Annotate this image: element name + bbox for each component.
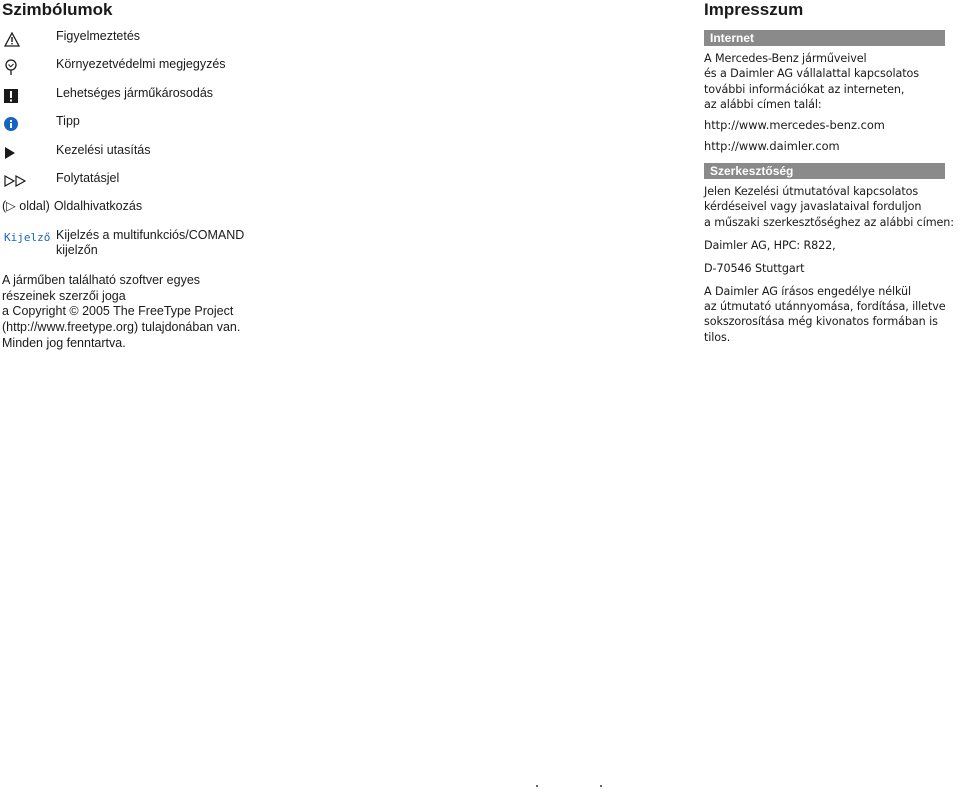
imprint-title: Impresszum: [704, 0, 804, 19]
address-line-1: Daimler AG, HPC: R822,: [704, 239, 836, 253]
display-text-icon: [2, 228, 56, 248]
mercedes-url: http://www.mercedes-benz.com: [704, 118, 885, 133]
symbol-row-environment: [2, 57, 342, 85]
symbol-list: [2, 29, 342, 271]
symbol-label: Kijelzés a multifunkciós/COMAND kijelzőn: [56, 227, 245, 258]
symbol-row-display: [2, 228, 342, 271]
imprint-column: [704, 0, 960, 345]
paragraph-line: kérdéseivel vagy javaslataival forduljon: [704, 200, 922, 214]
notice-paragraph: [704, 284, 960, 345]
info-icon: [2, 114, 56, 134]
paragraph-line: sokszorosítása még kivonatos formában is: [704, 315, 938, 329]
paragraph-line: a műszaki szerkesztőséghez az alábbi címen:: [704, 215, 954, 229]
symbol-label: Környezetvédelmi megjegyzés: [56, 57, 226, 72]
symbol-label: Kezelési utasítás: [56, 142, 151, 157]
symbol-label: Lehetséges járműkárosodás: [56, 85, 214, 100]
symbol-row-warning: [2, 29, 342, 57]
copyright-line: részeinek szerzői joga: [2, 288, 126, 303]
footer-dot: [600, 785, 602, 787]
editorial-heading: Szerkesztőség: [704, 163, 945, 179]
symbol-label: Tipp: [56, 114, 80, 129]
internet-paragraph: [704, 51, 960, 112]
environment-note-icon: [2, 57, 56, 77]
warning-triangle-icon: [2, 29, 56, 49]
symbols-title: Szimbólumok: [2, 0, 113, 19]
copyright-line: A járműben található szoftver egyes: [2, 272, 201, 287]
paragraph-line: és a Daimler AG vállalattal kapcsolatos: [704, 67, 919, 81]
paragraph-line: az alábbi címen talál:: [704, 97, 822, 111]
play-arrow-icon: [2, 143, 56, 163]
paragraph-line: A Mercedes-Benz járműveivel: [704, 52, 867, 65]
copyright-line: Minden jog fenntartva.: [2, 335, 126, 350]
internet-heading: Internet: [704, 30, 945, 46]
editorial-paragraph: [704, 184, 960, 230]
daimler-url: http://www.daimler.com: [704, 139, 840, 154]
page-reference-marker: (▷ oldal): [2, 199, 50, 214]
address-line-2: D-70546 Stuttgart: [704, 262, 805, 276]
paragraph-line: tilos.: [704, 330, 731, 344]
copyright-line: a Copyright © 2005 The FreeType Project: [2, 304, 234, 319]
copyright-notice: [2, 273, 272, 352]
paragraph-line: az útmutató utánnyomása, fordítása, illetve: [704, 299, 946, 313]
vehicle-damage-icon: [2, 86, 56, 106]
footer-marks: [536, 785, 606, 791]
double-arrow-icon: [2, 171, 56, 191]
symbol-label: Oldalhivatkozás: [53, 199, 143, 214]
paragraph-line: A Daimler AG írásos engedélye nélkül: [704, 284, 912, 298]
symbol-row-page-reference: [2, 199, 342, 227]
paragraph-line: Jelen Kezelési útmutatóval kapcsolatos: [704, 185, 919, 199]
symbol-row-instruction: [2, 143, 342, 171]
symbol-label: Folytatásjel: [56, 170, 120, 185]
paragraph-line: további információkat az interneten,: [704, 82, 905, 96]
display-icon-text: Kijelző: [4, 231, 51, 245]
symbol-row-damage: [2, 86, 342, 114]
symbol-row-continuation: [2, 171, 342, 199]
footer-dot: [536, 785, 538, 787]
copyright-line: (http://www.freetype.org) tulajdonában van.: [2, 320, 241, 335]
symbol-label: Figyelmeztetés: [56, 29, 141, 43]
symbols-column: [2, 0, 342, 352]
symbol-row-tip: [2, 114, 342, 142]
